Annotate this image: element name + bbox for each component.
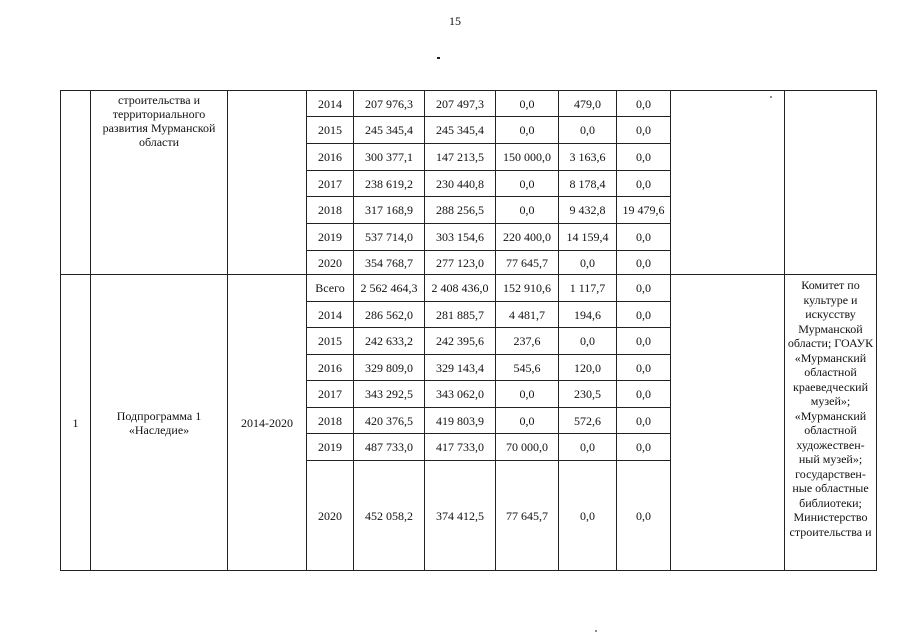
year-cell: 2019 — [307, 224, 354, 251]
program-name-cell: строительства и территориального развития Мурманской области — [91, 91, 228, 275]
row-number-cell: 1 — [61, 275, 91, 571]
value-cell: 1 117,7 — [559, 275, 617, 302]
year-cell: 2017 — [307, 381, 354, 408]
value-cell: 237,6 — [496, 328, 559, 355]
value-cell: 8 178,4 — [559, 171, 617, 197]
value-cell: 77 645,7 — [496, 461, 559, 571]
value-cell: 245 345,4 — [354, 117, 425, 144]
value-cell: 0,0 — [617, 355, 671, 381]
period-cell — [228, 91, 307, 275]
value-cell: 374 412,5 — [425, 461, 496, 571]
year-cell: Всего — [307, 275, 354, 302]
value-cell: 0,0 — [496, 117, 559, 144]
value-cell: 194,6 — [559, 302, 617, 328]
value-cell: 487 733,0 — [354, 434, 425, 461]
value-cell: 281 885,7 — [425, 302, 496, 328]
value-cell: 0,0 — [496, 197, 559, 224]
value-cell: 329 809,0 — [354, 355, 425, 381]
year-cell: 2015 — [307, 328, 354, 355]
value-cell: 277 123,0 — [425, 251, 496, 275]
value-cell: 0,0 — [617, 171, 671, 197]
value-cell: 0,0 — [617, 117, 671, 144]
executors-cell — [785, 91, 877, 275]
year-cell: 2017 — [307, 171, 354, 197]
value-cell: 3 163,6 — [559, 144, 617, 171]
value-cell: 303 154,6 — [425, 224, 496, 251]
value-cell: 14 159,4 — [559, 224, 617, 251]
value-cell: 242 395,6 — [425, 328, 496, 355]
value-cell: 572,6 — [559, 408, 617, 434]
value-cell: 242 633,2 — [354, 328, 425, 355]
indicator-cell — [671, 275, 785, 571]
value-cell: 343 292,5 — [354, 381, 425, 408]
value-cell: 230 440,8 — [425, 171, 496, 197]
value-cell: 0,0 — [559, 328, 617, 355]
value-cell: 152 910,6 — [496, 275, 559, 302]
value-cell: 0,0 — [496, 381, 559, 408]
year-cell: 2020 — [307, 461, 354, 571]
value-cell: 19 479,6 — [617, 197, 671, 224]
year-cell: 2014 — [307, 302, 354, 328]
year-cell: 2016 — [307, 355, 354, 381]
value-cell: 0,0 — [617, 144, 671, 171]
scan-speck — [595, 630, 597, 632]
value-cell: 479,0 — [559, 91, 617, 117]
table-row — [61, 91, 877, 117]
page-number: 15 — [449, 14, 461, 28]
value-cell: 452 058,2 — [354, 461, 425, 571]
value-cell: 238 619,2 — [354, 171, 425, 197]
value-cell: 0,0 — [559, 461, 617, 571]
budget-table — [60, 90, 877, 571]
value-cell: 150 000,0 — [496, 144, 559, 171]
value-cell: 2 562 464,3 — [354, 275, 425, 302]
value-cell: 207 497,3 — [425, 91, 496, 117]
value-cell: 0,0 — [559, 434, 617, 461]
value-cell: 420 376,5 — [354, 408, 425, 434]
row-number-cell — [61, 91, 91, 275]
value-cell: 417 733,0 — [425, 434, 496, 461]
value-cell: 288 256,5 — [425, 197, 496, 224]
year-cell: 2016 — [307, 144, 354, 171]
year-cell: 2014 — [307, 91, 354, 117]
value-cell: 0,0 — [617, 328, 671, 355]
table-row — [61, 275, 877, 302]
year-cell: 2018 — [307, 197, 354, 224]
value-cell: 0,0 — [617, 381, 671, 408]
value-cell: 537 714,0 — [354, 224, 425, 251]
year-cell: 2020 — [307, 251, 354, 275]
period-cell: 2014-2020 — [228, 275, 307, 571]
value-cell: 0,0 — [617, 91, 671, 117]
year-cell: 2019 — [307, 434, 354, 461]
value-cell: 0,0 — [559, 251, 617, 275]
value-cell: 245 345,4 — [425, 117, 496, 144]
value-cell: 77 645,7 — [496, 251, 559, 275]
value-cell: 4 481,7 — [496, 302, 559, 328]
value-cell: 70 000,0 — [496, 434, 559, 461]
value-cell: 329 143,4 — [425, 355, 496, 381]
value-cell: 286 562,0 — [354, 302, 425, 328]
value-cell: 317 168,9 — [354, 197, 425, 224]
value-cell: 0,0 — [617, 275, 671, 302]
value-cell: 220 400,0 — [496, 224, 559, 251]
value-cell: 147 213,5 — [425, 144, 496, 171]
value-cell: 0,0 — [496, 91, 559, 117]
value-cell: 0,0 — [617, 461, 671, 571]
value-cell: 0,0 — [617, 408, 671, 434]
value-cell: 354 768,7 — [354, 251, 425, 275]
program-name-cell: Подпрограмма 1 «Наследие» — [91, 275, 228, 571]
value-cell: 9 432,8 — [559, 197, 617, 224]
value-cell: 207 976,3 — [354, 91, 425, 117]
value-cell: 419 803,9 — [425, 408, 496, 434]
value-cell: 0,0 — [496, 171, 559, 197]
value-cell: 0,0 — [617, 251, 671, 275]
value-cell: 0,0 — [559, 117, 617, 144]
year-cell: 2018 — [307, 408, 354, 434]
executors-cell: Комитет по культуре и искусству Мурманской области; ГОАУК «Мурманский областной краеведческий музей»; «Мурманский областной художествен-ный музей»; государствен-ные областные библиотеки; Министерство строительства и — [785, 275, 877, 571]
value-cell: 230,5 — [559, 381, 617, 408]
value-cell: 0,0 — [617, 224, 671, 251]
value-cell: 2 408 436,0 — [425, 275, 496, 302]
value-cell: 545,6 — [496, 355, 559, 381]
indicator-cell — [671, 91, 785, 275]
value-cell: 0,0 — [617, 302, 671, 328]
value-cell: 120,0 — [559, 355, 617, 381]
value-cell: 0,0 — [617, 434, 671, 461]
scan-mark — [437, 57, 440, 59]
value-cell: 0,0 — [496, 408, 559, 434]
value-cell: 300 377,1 — [354, 144, 425, 171]
value-cell: 343 062,0 — [425, 381, 496, 408]
year-cell: 2015 — [307, 117, 354, 144]
